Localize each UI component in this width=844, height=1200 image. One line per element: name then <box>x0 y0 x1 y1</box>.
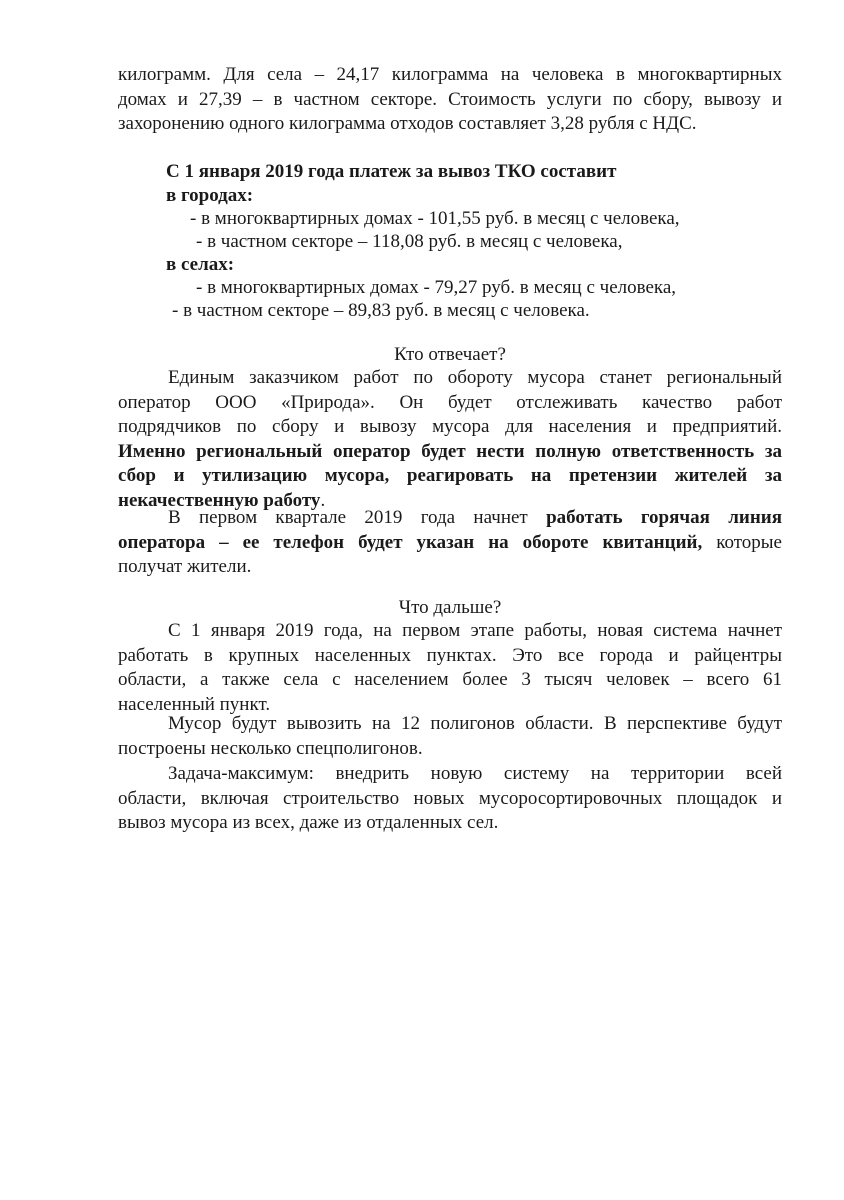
villages-private-rate: - в частном секторе – 89,83 руб. в месяц с человека. <box>172 300 590 321</box>
text-line: населенный пункт. <box>118 693 271 715</box>
text-line: области, включая строительство новых мусоросортировочных площадок и <box>118 787 782 809</box>
text-line: домах и 27,39 – в частном секторе. Стоимость услуги по сбору, вывозу и <box>118 88 782 110</box>
next-paragraph-2 <box>118 712 782 761</box>
text-line: вывоз мусора из всех, даже из отдаленных сел. <box>118 812 499 833</box>
bold-fragment: оператора – ее телефон будет указан на обороте квитанций, <box>118 531 703 553</box>
villages-apartments-rate: - в многоквартирных домах - 79,27 руб. в месяц с человека, <box>196 277 677 298</box>
text-line: получат жители. <box>118 556 252 577</box>
text-line: Задача-максимум: внедрить новую систему на территории всей <box>168 763 782 784</box>
next-paragraph-3 <box>118 762 782 836</box>
payment-heading: С 1 января 2019 года платеж за вывоз ТКО составит <box>166 161 617 182</box>
text-fragment: которые <box>702 531 782 553</box>
intro-paragraph <box>118 63 782 137</box>
section-heading-responsible: Кто отвечает? <box>394 344 506 365</box>
cities-private-rate: - в частном секторе – 118,08 руб. в месяц с человека, <box>196 231 623 252</box>
text-line: подрядчиков по сбору и вывозу мусора для населения и предприятий. <box>118 416 782 437</box>
text-line: работать в крупных населенных пунктах. Это все города и райцентры <box>118 644 782 666</box>
cities-label: в городах: <box>166 185 254 206</box>
text-line: области, а также села с населением более 3 тысяч человек – всего 61 <box>118 669 782 690</box>
text-line: С 1 января 2019 года, на первом этапе работы, новая система начнет <box>168 620 782 641</box>
text-line: Мусор будут вывозить на 12 полигонов области. В перспективе будут <box>168 713 782 734</box>
text-line <box>118 531 782 556</box>
responsible-paragraph-2 <box>118 506 782 580</box>
text-line: захоронению одного килограмма отходов составляет 3,28 рубля с НДС. <box>118 113 697 134</box>
text-line: построены несколько спецполигонов. <box>118 737 423 759</box>
responsible-paragraph-1 <box>118 366 782 513</box>
bold-fragment: некачественную работу <box>118 489 321 511</box>
text-line <box>118 506 782 531</box>
text-line: Именно региональный оператор будет нести полную ответственность за <box>118 440 782 462</box>
text-line: сбор и утилизацию мусора, реагировать на претензии жителей за <box>118 465 782 486</box>
text-line: килограмм. Для села – 24,17 килограмма на человека в многоквартирных <box>118 64 782 85</box>
villages-label: в селах: <box>166 254 235 275</box>
next-paragraph-1 <box>118 619 782 717</box>
text-fragment: В первом квартале 2019 года начнет <box>168 507 547 528</box>
bold-fragment: работать горячая линия <box>546 507 782 528</box>
text-line: оператор ООО «Природа». Он будет отслеживать качество работ <box>118 391 782 413</box>
cities-apartments-rate: - в многоквартирных домах - 101,55 руб. в месяц с человека, <box>190 208 680 229</box>
text-line: Единым заказчиком работ по обороту мусора станет региональный <box>168 367 782 388</box>
text-fragment: . <box>320 489 326 511</box>
section-heading-next: Что дальше? <box>398 597 502 618</box>
